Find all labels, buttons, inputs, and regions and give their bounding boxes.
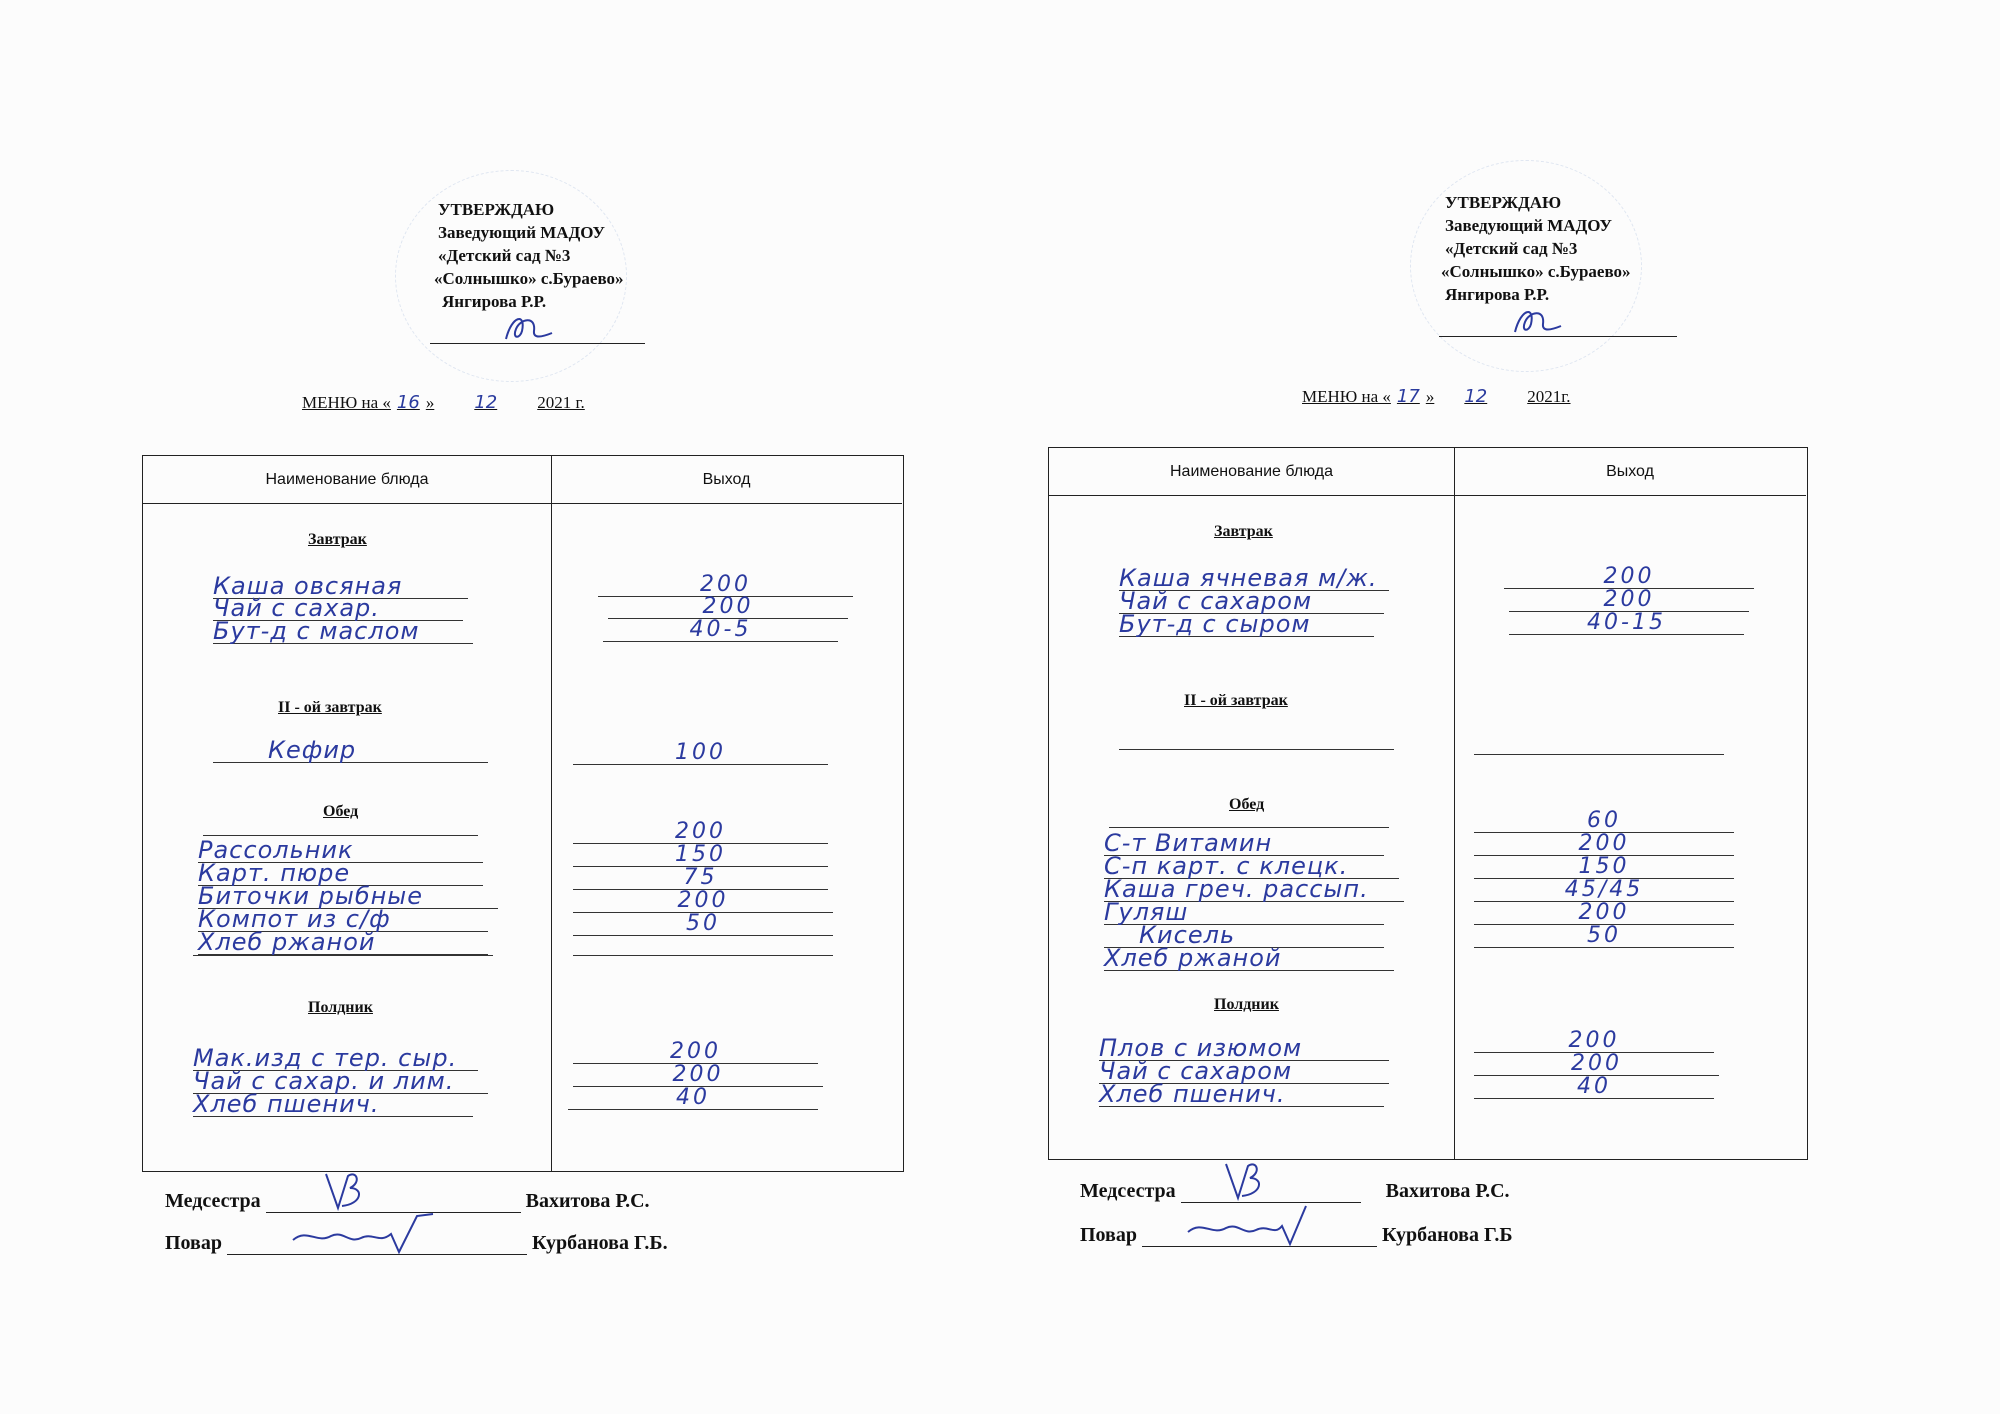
menu-date-prefix: МЕНЮ на «: [302, 393, 391, 412]
approval-title: УТВЕРЖДАЮ: [438, 200, 555, 219]
staff-cook-row: [1080, 1222, 1513, 1247]
amount-item: 200: [1474, 902, 1734, 925]
amount-item: 200: [598, 574, 853, 597]
amount-item: 75: [573, 867, 828, 890]
menu-date-prefix: МЕНЮ на «: [1302, 387, 1391, 406]
amount-item: 150: [573, 844, 828, 867]
amount-item: 200: [1504, 566, 1754, 589]
section-second-breakfast: II - ой завтрак: [1184, 692, 1288, 709]
dish-item: Плов с изюмом: [1099, 1036, 1389, 1061]
dish-item: Бут-д с сыром: [1119, 612, 1374, 637]
amount-item: 100: [573, 742, 828, 765]
menu-date-mid: »: [1425, 387, 1435, 406]
column-divider: [1454, 448, 1455, 1159]
nurse-label: Медсестра: [165, 1190, 261, 1212]
nurse-name: Вахитова Р.С.: [1385, 1180, 1510, 1202]
amount-item: 200: [1474, 1030, 1714, 1053]
director-signature-icon: [500, 309, 560, 345]
amount-item: 40: [568, 1087, 818, 1110]
approval-position: Заведующий МАДОУ: [1445, 216, 1613, 235]
menu-date-month: 12: [1464, 386, 1488, 407]
approval-position: Заведующий МАДОУ: [438, 223, 606, 242]
menu-table: [142, 455, 904, 1172]
amount-item: 200: [1474, 1053, 1719, 1076]
nurse-label: Медсестра: [1080, 1180, 1176, 1202]
dish-item: Каша греч. рассып.: [1104, 877, 1404, 902]
approval-name: Янгирова Р.Р.: [1445, 285, 1550, 304]
approval-title: УТВЕРЖДАЮ: [1445, 193, 1562, 212]
dish-item: Кефир: [213, 738, 488, 763]
dish-item: С-т Витамин: [1104, 831, 1384, 856]
amount-item: 40-5: [603, 619, 838, 642]
cook-name: Курбанова Г.Б.: [531, 1232, 668, 1254]
amount-item: 45/45: [1474, 879, 1734, 902]
approval-name: Янгирова Р.Р.: [442, 292, 547, 311]
amount-item: 40-15: [1509, 612, 1744, 635]
dish-item: Карт. пюре: [198, 861, 483, 886]
header-output: Выход: [1454, 448, 1806, 496]
dish-item: Каша овсяная: [213, 574, 468, 599]
amount-item: 60: [1474, 810, 1734, 833]
dish-item: Хлеб пшенич.: [193, 1092, 473, 1117]
approval-block: [434, 198, 653, 344]
dish-item: Чай с сахаром: [1119, 589, 1384, 614]
staff-cook-row: [165, 1230, 668, 1255]
section-lunch: Обед: [1229, 796, 1265, 813]
dish-item: Хлеб ржаной: [1104, 946, 1394, 971]
table-rule: [1109, 826, 1389, 828]
column-divider: [551, 456, 552, 1171]
menu-date-day: 16: [396, 392, 420, 413]
approval-block: [1441, 191, 1675, 337]
amount-item: 200: [573, 821, 828, 844]
nurse-name: Вахитова Р.С.: [525, 1190, 650, 1212]
dish-item: Хлеб пшенич.: [1099, 1082, 1384, 1107]
approval-org-line2: «Солнышко» с.Бураево»: [434, 269, 624, 288]
director-signature-icon: [1509, 302, 1569, 338]
section-breakfast: Завтрак: [308, 531, 367, 548]
table-rule: [1474, 753, 1724, 755]
cook-label: Повар: [1080, 1224, 1137, 1246]
dish-item: Чай с сахар.: [213, 596, 463, 621]
dish-item: Чай с сахар. и лим.: [193, 1069, 488, 1094]
cook-name: Курбанова Г.Б: [1381, 1224, 1513, 1246]
section-breakfast: Завтрак: [1214, 523, 1273, 540]
amount-item: 200: [608, 596, 848, 619]
approval-signature-line: [1439, 314, 1677, 337]
approval-org-line2: «Солнышко» с.Бураево»: [1441, 262, 1631, 281]
table-rule: [1119, 748, 1394, 750]
dish-item: Кисель: [1104, 923, 1384, 948]
dish-item: Каша ячневая м/ж.: [1119, 566, 1389, 591]
cook-signature-line: [227, 1230, 527, 1255]
dish-item: Компот из с/ф: [198, 907, 488, 932]
cook-signature-line: [1142, 1222, 1377, 1247]
header-dish: Наименование блюда: [1049, 448, 1454, 496]
menu-date-mid: »: [425, 393, 435, 412]
nurse-signature-icon: [316, 1168, 376, 1212]
amount-item: 200: [1474, 833, 1734, 856]
amount-item: 200: [573, 890, 833, 913]
menu-date: [1302, 386, 1571, 407]
section-second-breakfast: II - ой завтрак: [278, 699, 382, 716]
section-snack: Полдник: [1214, 996, 1279, 1013]
approval-org-line1: «Детский сад №3: [1445, 239, 1578, 258]
cook-signature-icon: [287, 1210, 437, 1258]
menu-date-year: 2021 г.: [537, 393, 585, 412]
approval-org-line1: «Детский сад №3: [438, 246, 571, 265]
menu-table: [1048, 447, 1808, 1160]
section-lunch: Обед: [323, 803, 359, 820]
cook-label: Повар: [165, 1232, 222, 1254]
dish-item: Чай с сахаром: [1099, 1059, 1389, 1084]
amount-item: 200: [573, 1064, 823, 1087]
dish-item: Бут-д с маслом: [213, 619, 473, 644]
amount-item: 200: [573, 1041, 818, 1064]
nurse-signature-line: [1181, 1178, 1361, 1203]
dish-item: Рассольник: [198, 838, 483, 863]
menu-date: [302, 392, 585, 413]
dish-item: Мак.изд с тер. сыр.: [193, 1046, 478, 1071]
amount-item: 200: [1509, 589, 1749, 612]
header-dish: Наименование блюда: [143, 456, 551, 504]
menu-date-month: 12: [474, 392, 498, 413]
cook-signature-icon: [1182, 1202, 1322, 1250]
dish-item: С-п карт. с клецк.: [1104, 854, 1399, 879]
dish-item: Гуляш: [1104, 900, 1384, 925]
nurse-signature-icon: [1216, 1158, 1276, 1202]
approval-signature-line: [430, 321, 645, 344]
amount-item: 50: [573, 913, 833, 936]
amount-item: 50: [1474, 925, 1734, 948]
table-rule: [193, 954, 493, 956]
menu-date-year: 2021г.: [1527, 387, 1571, 406]
table-rule: [573, 954, 833, 956]
section-snack: Полдник: [308, 999, 373, 1016]
dish-item: Биточки рыбные: [198, 884, 498, 909]
header-output: Выход: [551, 456, 902, 504]
staff-nurse-row: [1080, 1178, 1510, 1203]
dish-item: Хлеб ржаной: [198, 930, 488, 955]
menu-date-day: 17: [1396, 386, 1420, 407]
amount-item: 150: [1474, 856, 1734, 879]
amount-item: 40: [1474, 1076, 1714, 1099]
